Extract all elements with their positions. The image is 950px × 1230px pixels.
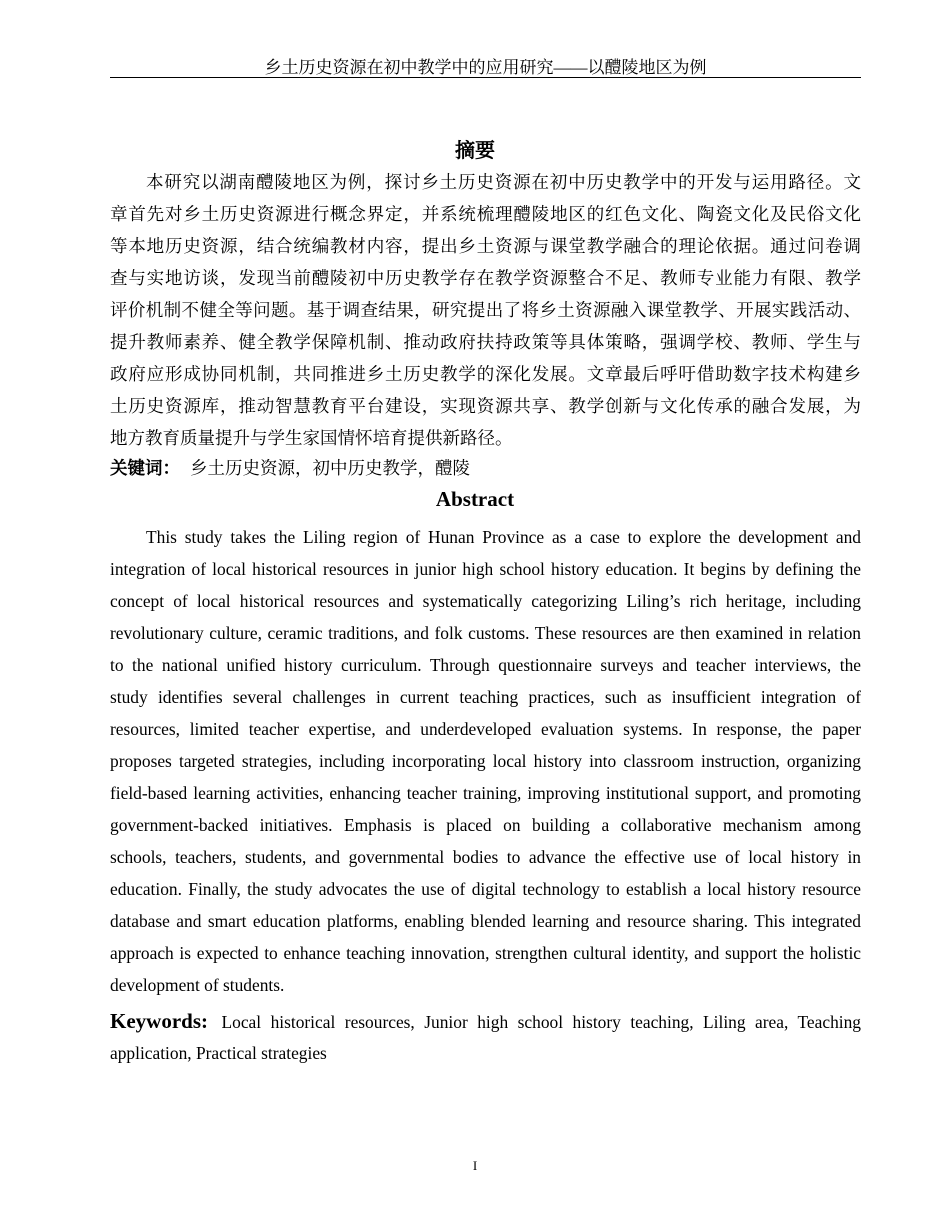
- paragraph-line: approach is expected to enhance teaching innovation, strengthen cultural identity, and support the holistic: [110, 943, 861, 963]
- keywords-en: [110, 1005, 861, 1069]
- paragraph-line: This study takes the Liling region of Hunan Province as a case to explore the development and: [146, 527, 861, 547]
- page-number: I: [472, 1158, 478, 1173]
- keywords-en-text: Local historical resources, Junior high school history teaching, Liling area, Teaching: [221, 1012, 861, 1032]
- paragraph-line: government-backed initiatives. Emphasis is placed on building a collaborative mechanism among: [110, 815, 861, 835]
- paragraph-line: proposes targeted strategies, including incorporating local history into classroom instruction, organizing: [110, 751, 861, 771]
- paragraph-line: 评价机制不健全等问题。基于调查结果，研究提出了将乡土资源融入课堂教学、开展实践活动、: [110, 300, 861, 320]
- paragraph-line: 本研究以湖南醴陵地区为例，探讨乡土历史资源在初中历史教学中的开发与运用路径。文: [146, 172, 861, 192]
- paragraph-line: database and smart education platforms, enabling blended learning and resource sharing. This integrated: [110, 911, 861, 931]
- paragraph-line: resources, limited teacher expertise, and underdeveloped evaluation systems. In response, the paper: [110, 719, 861, 739]
- abstract-en-title: Abstract: [435, 487, 515, 511]
- paragraph-line: 章首先对乡土历史资源进行概念界定，并系统梳理醴陵地区的红色文化、陶瓷文化及民俗文化: [110, 204, 861, 224]
- paragraph-line: 查与实地访谈，发现当前醴陵初中历史教学存在教学资源整合不足、教师专业能力有限、教学: [110, 268, 861, 288]
- paragraph-line: schools, teachers, students, and governmental bodies to advance the effective use of local history in: [110, 847, 861, 867]
- paragraph-line: development of students.: [110, 975, 285, 995]
- keywords-en-line: application, Practical strategies: [110, 1043, 327, 1063]
- abstract-cn-body: [110, 166, 861, 454]
- abstract-cn-title: 摘要: [455, 138, 495, 162]
- paragraph-line: field-based learning activities, enhancing teacher training, improving institutional support, and promoting: [110, 783, 861, 803]
- keywords-cn-label: 关键词：: [110, 459, 180, 479]
- keywords-en-line: [110, 1005, 861, 1037]
- keywords-cn-text: 乡土历史资源，初中历史教学，醴陵: [190, 458, 470, 478]
- paragraph-line: 政府应形成协同机制，共同推进乡土历史教学的深化发展。文章最后呼吁借助数字技术构建乡: [110, 364, 861, 384]
- paragraph-line: 提升教师素养、健全教学保障机制、推动政府扶持政策等具体策略，强调学校、教师、学生与: [110, 332, 861, 352]
- paragraph-line: 地方教育质量提升与学生家国情怀培育提供新路径。: [110, 428, 513, 448]
- paragraph-line: education. Finally, the study advocates the use of digital technology to establish a local history resource: [110, 879, 861, 899]
- paragraph-line: integration of local historical resources in junior high school history education. It begins by defining the: [110, 559, 861, 579]
- running-header: 乡土历史资源在初中教学中的应用研究——以醴陵地区为例: [110, 58, 861, 78]
- abstract-en-body: [110, 521, 861, 1001]
- paragraph-line: revolutionary culture, ceramic traditions, and folk customs. These resources are then examined in relation: [110, 623, 861, 643]
- paragraph-line: study identifies several challenges in current teaching practices, such as insufficient integration of: [110, 687, 861, 707]
- paragraph-line: concept of local historical resources and systematically categorizing Liling’s rich heritage, including: [110, 591, 861, 611]
- paragraph-line: 土历史资源库，推动智慧教育平台建设，实现资源共享、教学创新与文化传承的融合发展，为: [110, 396, 861, 416]
- paragraph-line: 等本地历史资源，结合统编教材内容，提出乡土资源与课堂教学融合的理论依据。通过问卷调: [110, 236, 861, 256]
- keywords-en-label: Keywords:: [110, 1009, 208, 1033]
- keywords-cn: [110, 454, 470, 483]
- paragraph-line: to the national unified history curriculum. Through questionnaire surveys and teacher interviews, the: [110, 655, 861, 675]
